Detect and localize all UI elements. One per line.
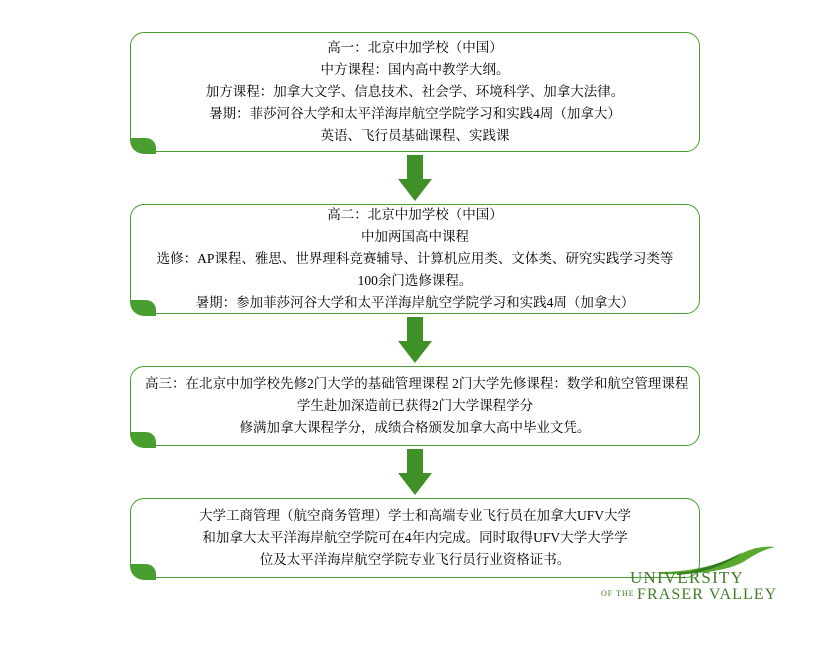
- down-arrow-icon: [398, 317, 432, 363]
- flow-step-line: 暑期：参加菲莎河谷大学和太平洋海岸航空学院学习和实践4周（加拿大）: [195, 294, 635, 310]
- ufv-logo: [597, 552, 777, 614]
- flow-step-line: 100余门选修课程。: [357, 272, 473, 288]
- flow-step-line: 修满加拿大课程学分，成绩合格颁发加拿大高中毕业文凭。: [239, 419, 591, 435]
- flow-step-line: 学生赴加深造前已获得2门大学课程学分: [296, 398, 534, 414]
- flow-step-line: 高一：北京中加学校（中国）: [327, 40, 503, 56]
- logo-line-fraser-valley: FRASER VALLEY: [637, 586, 778, 603]
- flow-arrow-3: [130, 446, 700, 498]
- logo-line-university: UNIVERSITY: [630, 568, 744, 587]
- logo-line-of-the: OF THE: [601, 589, 635, 598]
- down-arrow-icon: [398, 449, 432, 495]
- flow-step-line: 和加拿大太平洋海岸航空学院可在4年内完成。同时取得UFV大学大学学: [202, 530, 628, 546]
- down-arrow-icon: [398, 155, 432, 201]
- flow-step-line: 高三：在北京中加学校先修2门大学的基础管理课程 2门大学先修课程：数学和航空管理课程: [145, 376, 689, 392]
- flow-step-grade-12: [130, 366, 700, 446]
- flow-step-line: 加方课程：加拿大文学、信息技术、社会学、环境科学、加拿大法律。: [205, 84, 625, 100]
- flow-step-line: 大学工商管理（航空商务管理）学士和高端专业飞行员在加拿大UFV大学: [198, 508, 631, 524]
- flow-step-line: 选修：AP课程、雅思、世界理科竞赛辅导、计算机应用类、文体类、研究实践学习类等: [156, 251, 674, 267]
- flow-step-line: 英语、飞行员基础课程、实践课: [320, 127, 510, 143]
- flowchart: [130, 32, 700, 578]
- flow-arrow-1: [130, 152, 700, 204]
- flow-step-grade-11: [130, 204, 700, 314]
- flow-step-line: 位及太平洋海岸航空学院专业飞行员行业资格证书。: [259, 551, 571, 567]
- flow-step-grade-10: [130, 32, 700, 152]
- flow-step-line: 中方课程：国内高中教学大纲。: [320, 62, 510, 78]
- flow-arrow-2: [130, 314, 700, 366]
- flow-step-line: 暑期：菲莎河谷大学和太平洋海岸航空学院学习和实践4周（加拿大）: [209, 105, 621, 121]
- flow-step-line: 高二：北京中加学校（中国）: [327, 207, 503, 223]
- flow-step-line: 中加两国高中课程: [361, 229, 469, 245]
